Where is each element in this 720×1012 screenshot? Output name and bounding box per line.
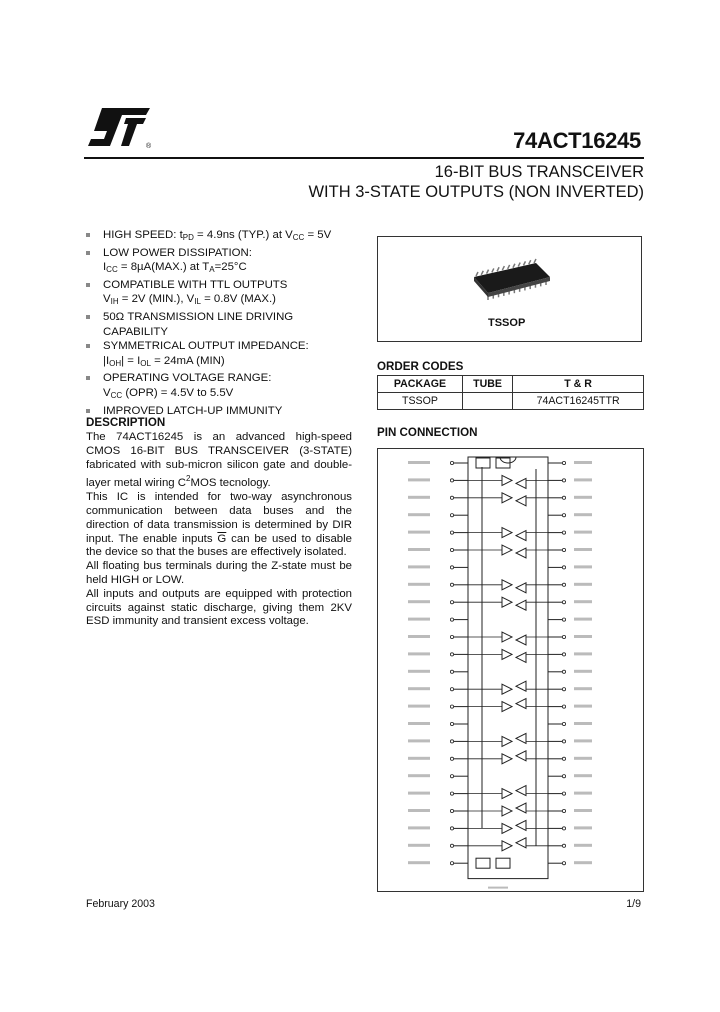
description-heading: DESCRIPTION (86, 416, 166, 429)
subtitle-line1: 16-BIT BUS TRANSCEIVER (434, 163, 644, 181)
bullet-icon (86, 409, 90, 413)
st-logo (84, 106, 154, 150)
bullet-icon (86, 251, 90, 255)
feature-voltage-range: OPERATING VOLTAGE RANGE: $V_{CC}$ (OPR) = 4.5V to 5.5V (86, 371, 356, 403)
tssop-package-icon (468, 257, 558, 307)
feature-latch-up: IMPROVED LATCH-UP IMMUNITY (86, 404, 356, 419)
registered-mark: ® (146, 143, 152, 150)
pin-connection-diagram (378, 449, 643, 891)
subtitle-line2: WITH 3-STATE OUTPUTS (NON INVERTED) (308, 183, 644, 201)
feature-list (86, 228, 356, 418)
description-p1: The 74ACT16245 is an advanced high-speed CMOS 16-BIT BUS TRANSCEIVER (3-STATE) fabricated with sub-micron silicon gate and double-layer metal wiring $C^2MOS$ tecnology. (86, 431, 352, 490)
pin-connection-box (377, 448, 644, 892)
package-label: TSSOP (488, 317, 526, 329)
description-p4: All inputs and outputs are equipped with protection circuits against static discharge, giving them 2KV ESD immunity and transient excess voltage. (86, 587, 352, 628)
feature-high-speed: HIGH SPEED: $t_{PD} = 4.9ns$ (TYP.) at $V_{CC} = 5V$ (86, 228, 356, 246)
feature-low-power: LOW POWER DISSIPATION: $I_{CC} = 8\mu A(MAX.)$ at $T_A=25^\circ C$ (86, 246, 356, 278)
bullet-icon (86, 233, 90, 237)
part-number: 74ACT16245 (513, 128, 641, 153)
order-codes-table (377, 375, 644, 410)
description-p2: This IC is intended for two-way asynchronous communication between data buses and the direction of data transmission is determined by DIR input. The enable inputs $\overline{G}$ can be used to disable the device so that the buses are effectively isolated. (86, 491, 353, 559)
feature-output-impedance: SYMMETRICAL OUTPUT IMPEDANCE: $|I_{OH}| = I_{OL} = 24mA$ (MIN) (86, 339, 356, 371)
footer-page-number: 1/9 (626, 898, 641, 910)
bullet-icon (86, 315, 90, 319)
description-p3: All floating bus terminals during the Z-state must be held HIGH or LOW. (86, 560, 352, 586)
order-col-package: PACKAGE (378, 376, 463, 393)
table-row: TSSOP 74ACT16245TTR (378, 393, 644, 410)
description-body (86, 431, 352, 629)
footer-date: February 2003 (86, 898, 155, 910)
bullet-icon (86, 376, 90, 380)
bullet-icon (86, 344, 90, 348)
order-codes-heading: ORDER CODES (377, 360, 464, 373)
header-rule (84, 157, 644, 159)
feature-ttl-compatible: COMPATIBLE WITH TTL OUTPUTS $V_{IH} = 2V$ (MIN.), $V_{IL} = 0.8V$ (MAX.) (86, 278, 356, 310)
feature-line-driving: 50Ω TRANSMISSION LINE DRIVING CAPABILITY (86, 310, 356, 339)
pin-connection-heading: PIN CONNECTION (377, 426, 478, 439)
order-col-tube: TUBE (462, 376, 512, 393)
bullet-icon (86, 283, 90, 287)
order-col-tr: T & R (513, 376, 644, 393)
